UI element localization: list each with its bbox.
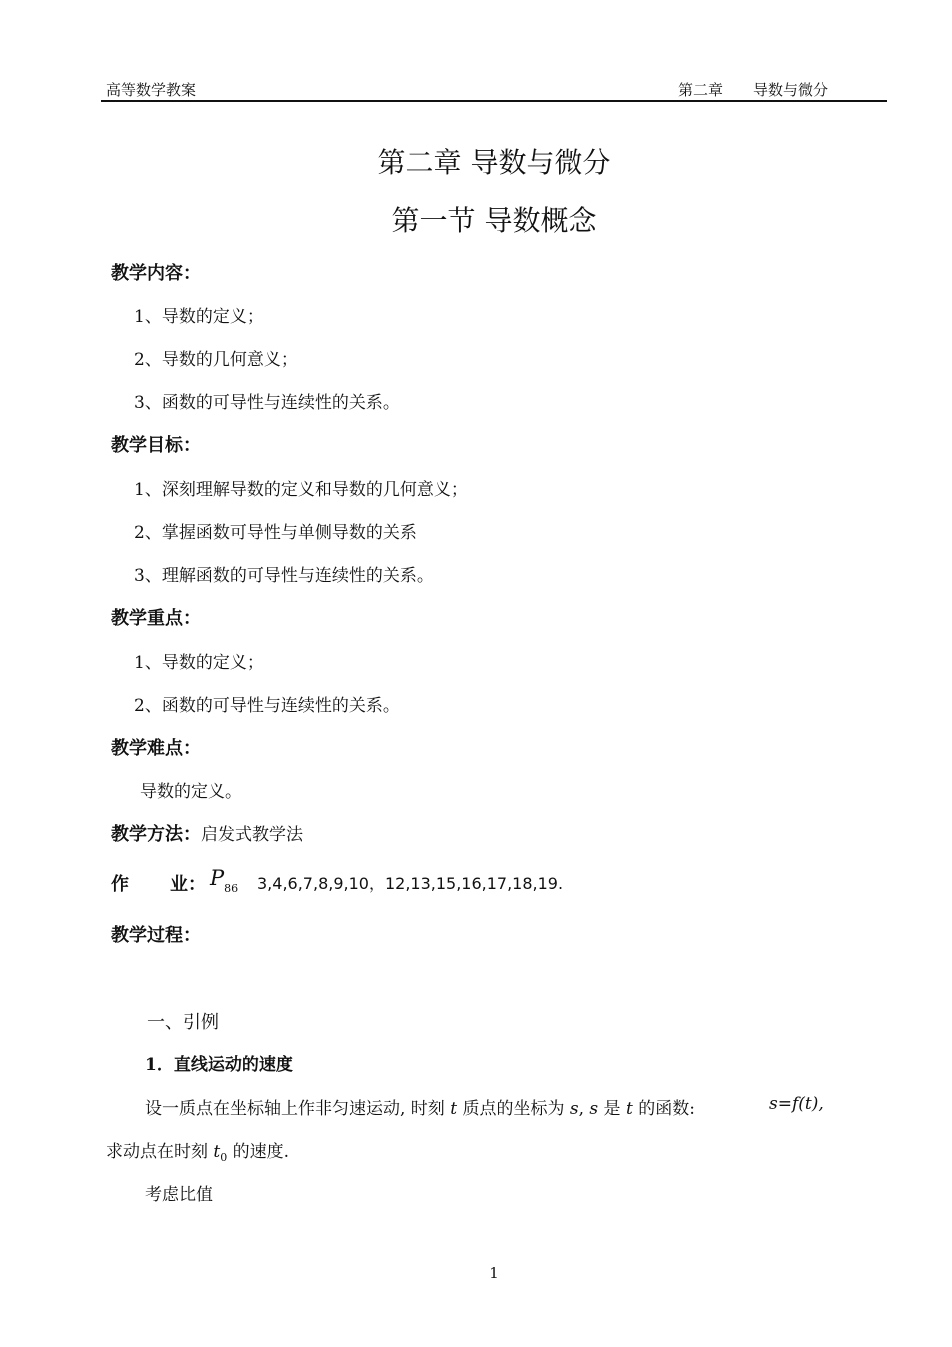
subsection-heading: [145, 1050, 293, 1075]
page-letter: P: [210, 866, 225, 890]
goal-item: 2、掌握函数可导性与单侧导数的关系: [134, 523, 417, 543]
text-run: ,: [578, 1099, 590, 1119]
text-run: 质点的坐标为: [457, 1099, 570, 1119]
paragraph-velocity: [106, 1137, 289, 1164]
key-point-item: 2、函数的可导性与连续性的关系。: [134, 696, 400, 716]
paragraph-ratio: 考虑比值: [145, 1185, 213, 1205]
header-chapter: 第二章: [678, 81, 724, 99]
teaching-method-value: 启发式教学法: [201, 825, 303, 845]
goal-item: 1、深刻理解导数的定义和导数的几何意义；: [134, 480, 468, 500]
page-number: 86: [224, 882, 239, 895]
homework-label-2: 业：: [170, 874, 206, 895]
text-run: 求动点在时刻: [106, 1142, 214, 1162]
homework-label-1: 作: [111, 874, 129, 895]
var-s: s: [569, 1099, 579, 1119]
text-run: 的函数:: [632, 1099, 695, 1119]
formula-s-equals-f-of-t: s=f(t),: [769, 1094, 824, 1114]
subscript-zero: 0: [220, 1151, 228, 1164]
header-chapter-name: 导数与微分: [753, 81, 829, 99]
var-s: s: [589, 1099, 599, 1119]
chapter-title: 第二章 导数与微分: [377, 146, 611, 179]
var-t: t: [450, 1099, 458, 1119]
subsection-title: 直线运动的速度: [173, 1055, 293, 1075]
paragraph-motion: [145, 1094, 695, 1119]
teaching-content-heading: 教学内容：: [111, 263, 201, 284]
var-t0: t: [213, 1142, 221, 1162]
teaching-method-label: 教学方法：: [111, 824, 201, 845]
header-rule: [101, 100, 887, 102]
content-item: 1、导数的定义；: [134, 307, 264, 327]
text-run: 设一质点在坐标轴上作非匀速运动, 时刻: [145, 1099, 451, 1119]
content-item: 3、函数的可导性与连续性的关系。: [134, 393, 400, 413]
section-title: 第一节 导数概念: [391, 204, 597, 237]
page-number-footer: 1: [489, 1264, 499, 1282]
homework-page-ref: [210, 866, 238, 895]
intro-heading: 一、引例: [147, 1012, 219, 1033]
subsection-number: 1．: [145, 1055, 174, 1075]
teaching-process-heading: 教学过程：: [111, 925, 201, 946]
key-point-item: 1、导数的定义；: [134, 653, 264, 673]
difficulties-heading: 教学难点：: [111, 738, 201, 759]
header-course-title: 高等数学教案: [106, 81, 197, 99]
content-item: 2、导数的几何意义；: [134, 350, 298, 370]
text-run: 的速度.: [227, 1142, 290, 1162]
text-run: 是: [598, 1099, 626, 1119]
difficulty-item: 导数的定义。: [140, 782, 242, 802]
goal-item: 3、理解函数的可导性与连续性的关系。: [134, 566, 434, 586]
homework-problems: 3,4,6,7,8,9,10，12,13,15,16,17,18,19.: [257, 874, 564, 893]
teaching-method: [111, 820, 303, 846]
var-t: t: [625, 1099, 633, 1119]
teaching-goals-heading: 教学目标：: [111, 435, 201, 456]
key-points-heading: 教学重点：: [111, 608, 201, 629]
